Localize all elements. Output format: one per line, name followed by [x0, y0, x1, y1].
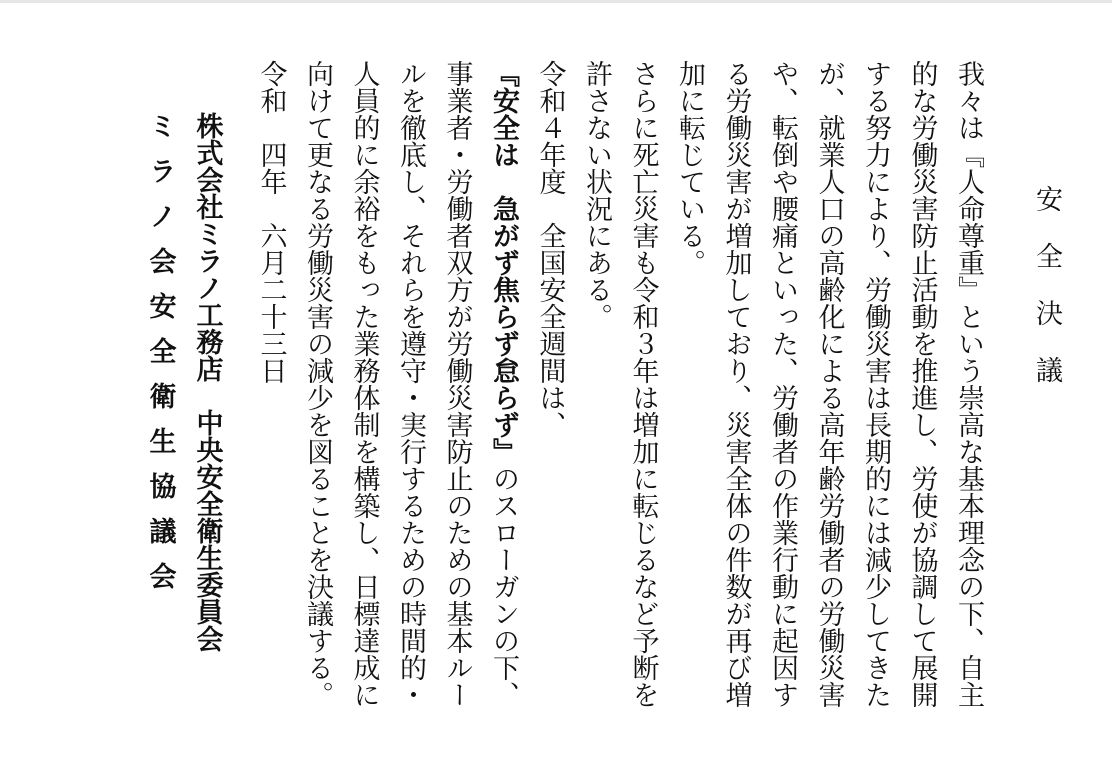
paragraph-3-line-4: ルを徹底し、それらを遵守・実行するための時間的・	[395, 60, 426, 708]
document-title: 安全決議	[1031, 185, 1062, 413]
paragraph-3-line-6: 向けて更なる労働災害の減少を図ることを決議する。	[302, 60, 333, 708]
paragraph-1-line-5: や、転倒や腰痛といった、労働者の作業行動に起因す	[767, 60, 798, 708]
paragraph-1-line-2: 的な労働災害防止活動を推進し、労使が協調して展開	[906, 60, 938, 708]
paragraph-1-line-7: 加に転じている。	[674, 60, 705, 276]
safety-slogan: 『安全は 急がず焦らず怠らず』	[488, 60, 519, 465]
paragraph-3-line-1: 令和４年度 全国安全週間は、	[534, 60, 566, 438]
top-border	[0, 0, 1112, 3]
signature-company: 株式会社ミラノ工務店 中央安全衛生委員会	[191, 112, 223, 652]
paragraph-1-line-3: する努力により、労働災害は長期的には減少してきた	[860, 60, 891, 708]
paragraph-3-line-3: 事業者・労働者双方が労働災害防止のための基本ルー	[441, 60, 473, 708]
paragraph-2-line-1: さらに死亡災害も令和３年は増加に転じるなど予断を	[627, 60, 659, 708]
signature-association: ミラノ会安全衛生協議会	[144, 112, 176, 607]
paragraph-1-line-1: 我々は『人命尊重』という崇高な基本理念の下、自主	[953, 60, 984, 708]
resolution-date: 令和 四年 六月二十三日	[255, 60, 287, 384]
paragraph-2-line-2: 許さない状況にある。	[581, 60, 612, 330]
slogan-continuation: のスローガンの下、	[488, 465, 519, 708]
resolution-document	[60, 60, 1060, 760]
paragraph-1-line-4: が、就業人口の高齢化による高年齢労働者の労働災害	[813, 60, 845, 708]
paragraph-3-slogan-line	[490, 60, 517, 760]
paragraph-1-line-6: る労働災害が増加しており、災害全体の件数が再び増	[720, 60, 752, 708]
paragraph-3-line-5: 人員的に余裕をもった業務体制を構築し、日標達成に	[348, 60, 380, 708]
